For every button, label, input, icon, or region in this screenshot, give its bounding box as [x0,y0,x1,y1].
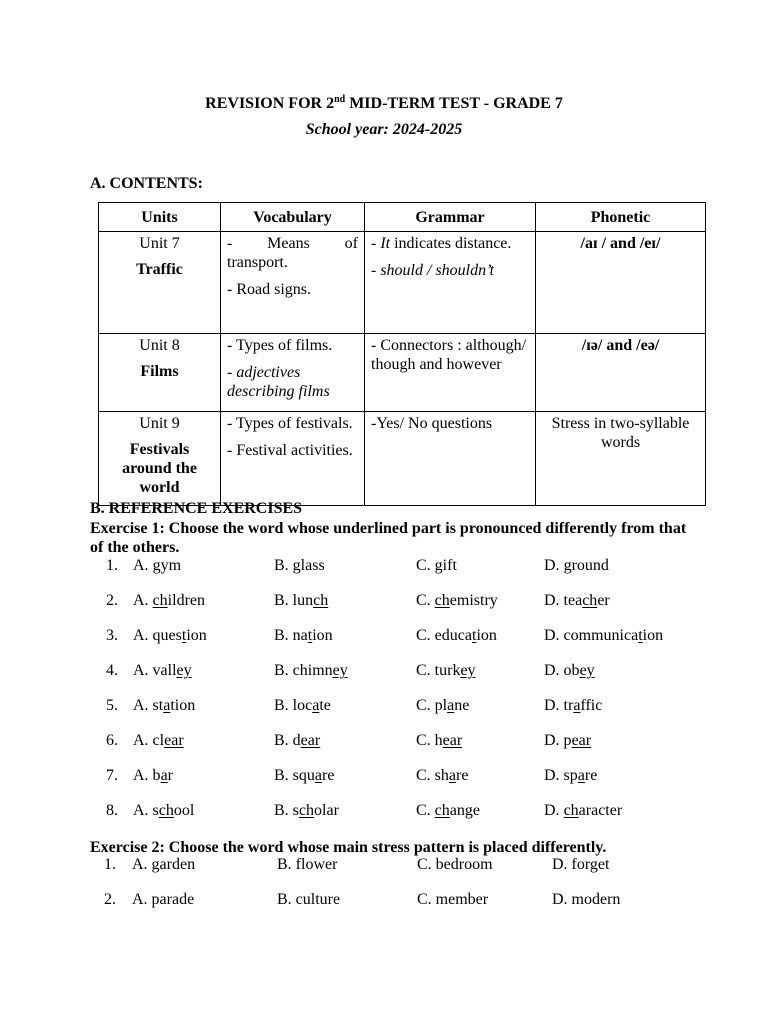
underlined-part: g [434,557,443,574]
underlined-part: ey [332,662,348,679]
underlined-part: ear [442,732,463,749]
underlined-part: t [638,627,643,644]
underlined-part: ear [164,732,184,749]
table-row [99,232,706,334]
underlined-part: ey [579,662,595,679]
option-d: D. teacher [544,592,610,609]
option-c: C. change [416,802,480,819]
option-b: B. dear [274,732,321,749]
option-c: C. hear [416,732,463,749]
option-d: D. spare [544,767,598,784]
option-b: B. flower [277,856,338,873]
option-d: D. communication [544,627,664,644]
column-header: Vocabulary [221,203,365,232]
underlined-part: t [471,627,477,644]
grammar-item: - should / shouldn’t [371,262,495,279]
option-a: A. valley [133,662,192,679]
option-b: B. lunch [274,592,329,609]
table-row [99,334,706,412]
question-number: 2. [104,891,116,908]
underlined-part: ch [158,802,174,819]
option-c: C. member [417,891,489,908]
option-d: D. forget [552,856,610,873]
option-b: B. locate [274,697,331,714]
grammar-cell: - Connectors : although/ though and however [365,334,536,412]
underlined-part: a [573,697,581,714]
option-a: A. bar [133,767,173,784]
underlined-part: ear [571,732,592,749]
underlined-part: a [448,767,457,784]
vocab-item: - Types of films. [227,337,333,354]
vocab-item: - Means of transport. [227,235,358,271]
unit-name: Traffic [136,261,183,278]
unit-cell [99,334,221,412]
unit-number: Unit 8 [139,337,180,354]
exercise-1-title: Exercise 1: Choose the word whose underlined part is pronounced differently from that of the others. [90,520,687,556]
phonetic-cell: Stress in two-syllable words [536,412,706,506]
underlined-part: ch [434,802,450,819]
option-c: C. education [416,627,497,644]
underlined-part: ch [434,592,450,609]
option-c: C. gift [416,557,457,574]
underlined-part: t [307,627,313,644]
option-a: A. station [133,697,196,714]
underlined-part: a [577,767,585,784]
underlined-part: ch [298,802,315,819]
option-a: A. question [133,627,207,644]
option-d: D. character [544,802,623,819]
option-d: D. pear [544,732,592,749]
option-b: B. nation [274,627,333,644]
unit-name: Festivals around the world [122,441,197,496]
grammar-emphasis: It [380,235,391,252]
vocab-item: - Festival activities. [227,442,353,459]
section-b-heading: B. REFERENCE EXERCISES [90,500,303,517]
option-c: C. turkey [416,662,476,679]
option-b: B. chimney [274,662,348,679]
column-header: Phonetic [536,203,706,232]
title-superscript: nd [334,94,346,105]
underlined-part: ch [152,592,168,609]
underlined-part: ear [300,732,321,749]
option-a: A. garden [132,856,196,873]
title-text-rest: MID-TERM TEST - GRADE 7 [345,95,563,112]
option-d: D. traffic [544,697,603,714]
option-b: B. square [274,767,335,784]
vocabulary-cell [221,232,365,334]
title-text: REVISION FOR 2 [205,95,335,112]
option-a: A. clear [133,732,184,749]
phonetic-cell: /ɪə/ and /eə/ [536,334,706,412]
section-a-heading: A. CONTENTS: [90,175,203,192]
option-d: D. modern [552,891,621,908]
question-number: 3. [106,627,118,644]
vocab-item: - Types of festivals. [227,415,353,432]
column-header: Grammar [365,203,536,232]
option-a: A. school [133,802,195,819]
table-header-row [99,203,706,232]
vocabulary-cell [221,334,365,412]
option-d: D. ground [544,557,609,574]
underlined-part: a [160,767,168,784]
underlined-part: ch [563,802,579,819]
option-b: B. culture [277,891,341,908]
grammar-cell: -Yes/ No questions [365,412,536,506]
grammar-item: - It indicates distance. [371,235,512,252]
unit-cell [99,232,221,334]
underlined-part: g [292,557,301,574]
option-a: A. parade [132,891,195,908]
option-c: C. bedroom [417,856,493,873]
unit-cell [99,412,221,506]
question-number: 2. [106,592,118,609]
option-c: C. plane [416,697,470,714]
contents-table [98,202,706,506]
option-c: C. chemistry [416,592,498,609]
unit-number: Unit 9 [139,415,180,432]
column-header: Units [99,203,221,232]
option-a: A. children [133,592,205,609]
exercise-2-title: Exercise 2: Choose the word whose main stress pattern is placed differently. [90,839,607,856]
vocab-item: - adjectives describing films [227,364,330,400]
unit-number: Unit 7 [139,235,180,252]
option-b: B. glass [274,557,325,574]
question-number: 8. [106,802,118,819]
page-title [0,94,768,113]
underlined-part: a [314,767,323,784]
school-year: School year: 2024-2025 [305,121,463,138]
underlined-part: ch [582,592,598,609]
question-number: 1. [104,856,116,873]
underlined-part: t [181,627,187,644]
question-number: 1. [106,557,118,574]
question-number: 7. [106,767,118,784]
table-row [99,412,706,506]
vocabulary-cell [221,412,365,506]
phonetic-cell: /aɪ / and /eɪ/ [536,232,706,334]
underlined-part: ey [176,662,192,679]
underlined-part: a [163,697,171,714]
question-number: 5. [106,697,118,714]
unit-name: Films [140,363,179,380]
grammar-text: indicates distance. [390,235,512,252]
underlined-part: ey [460,662,476,679]
grammar-cell [365,232,536,334]
underlined-part: a [447,697,455,714]
option-c: C. share [416,767,469,784]
underlined-part: g [152,557,161,574]
vocab-item: - Road signs. [227,281,311,298]
underlined-part: g [563,557,572,574]
underlined-part: ch [313,592,329,609]
option-b: B. scholar [274,802,339,819]
option-d: D. obey [544,662,595,679]
question-number: 4. [106,662,118,679]
question-number: 6. [106,732,118,749]
underlined-part: a [312,697,320,714]
option-a: A. gym [133,557,182,574]
